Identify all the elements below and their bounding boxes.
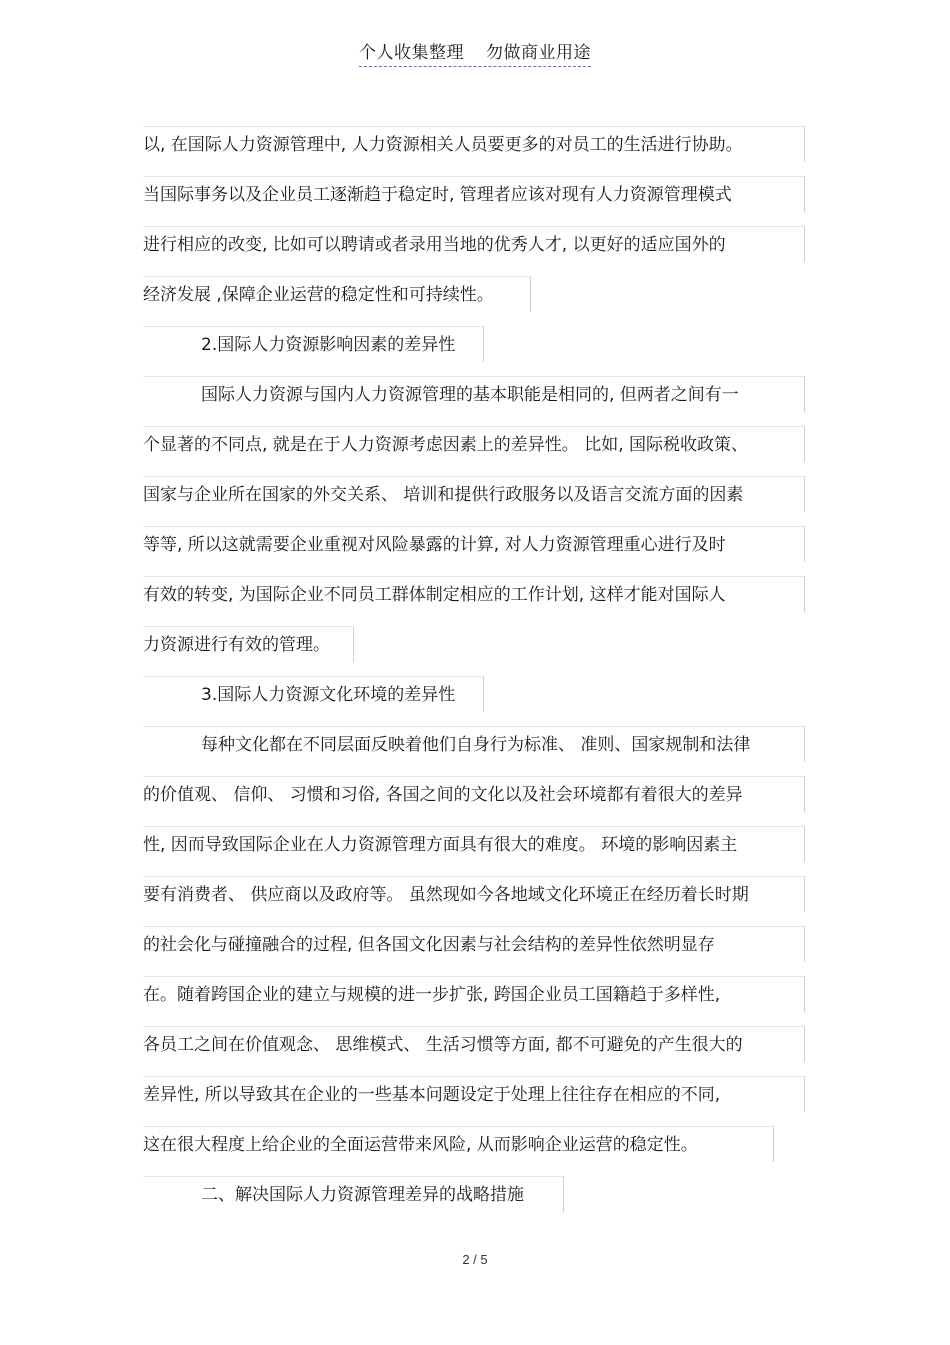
text-line: 各员工之间在价值观念、 思维模式、 生活习惯等方面, 都不可避免的产生很大的 bbox=[143, 1026, 805, 1062]
text-line: 经济发展 ,保障企业运营的稳定性和可持续性。 bbox=[143, 276, 531, 312]
text-line: 个显著的不同点, 就是在于人力资源考虑因素上的差异性。 比如, 国际税收政策、 bbox=[143, 426, 805, 462]
header-right-text: 勿做商业用途 bbox=[486, 43, 591, 63]
text-line: 当国际事务以及企业员工逐渐趋于稳定时, 管理者应该对现有人力资源管理模式 bbox=[143, 176, 805, 212]
header-left-text: 个人收集整理 bbox=[359, 43, 464, 63]
section-heading: 2.国际人力资源影响因素的差异性 bbox=[143, 326, 484, 362]
text-line: 每种文化都在不同层面反映着他们自身行为标准、 准则、国家规制和法律 bbox=[143, 726, 805, 762]
text-line: 进行相应的改变, 比如可以聘请或者录用当地的优秀人才, 以更好的适应国外的 bbox=[143, 226, 805, 262]
text-line: 的社会化与碰撞融合的过程, 但各国文化因素与社会结构的差异性依然明显存 bbox=[143, 926, 805, 962]
text-line: 力资源进行有效的管理。 bbox=[143, 626, 354, 662]
text-line: 差异性, 所以导致其在企业的一些基本问题设定于处理上往往存在相应的不同, bbox=[143, 1076, 805, 1112]
text-line: 的价值观、 信仰、 习惯和习俗, 各国之间的文化以及社会环境都有着很大的差异 bbox=[143, 776, 805, 812]
page-header bbox=[0, 38, 950, 67]
text-line: 有效的转变, 为国际企业不同员工群体制定相应的工作计划, 这样才能对国际人 bbox=[143, 576, 805, 612]
page-number: 2 / 5 bbox=[462, 1252, 488, 1267]
section-heading: 3.国际人力资源文化环境的差异性 bbox=[143, 676, 484, 712]
text-line: 这在很大程度上给企业的全面运营带来风险, 从而影响企业运营的稳定性。 bbox=[143, 1126, 774, 1162]
text-line: 国际人力资源与国内人力资源管理的基本职能是相同的, 但两者之间有一 bbox=[143, 376, 805, 412]
text-line: 以, 在国际人力资源管理中, 人力资源相关人员要更多的对员工的生活进行协助。 bbox=[143, 126, 805, 162]
text-line: 在。随着跨国企业的建立与规模的进一步扩张, 跨国企业员工国籍趋于多样性, bbox=[143, 976, 805, 1012]
text-line: 等等, 所以这就需要企业重视对风险暴露的计算, 对人力资源管理重心进行及时 bbox=[143, 526, 805, 562]
text-line: 性, 因而导致国际企业在人力资源管理方面具有很大的难度。 环境的影响因素主 bbox=[143, 826, 805, 862]
text-line: 国家与企业所在国家的外交关系、 培训和提供行政服务以及语言交流方面的因素 bbox=[143, 476, 805, 512]
section-heading: 二、解决国际人力资源管理差异的战略措施 bbox=[143, 1176, 564, 1212]
header-watermark-text bbox=[359, 38, 591, 67]
text-line: 要有消费者、 供应商以及政府等。 虽然现如今各地域文化环境正在经历着长时期 bbox=[143, 876, 805, 912]
